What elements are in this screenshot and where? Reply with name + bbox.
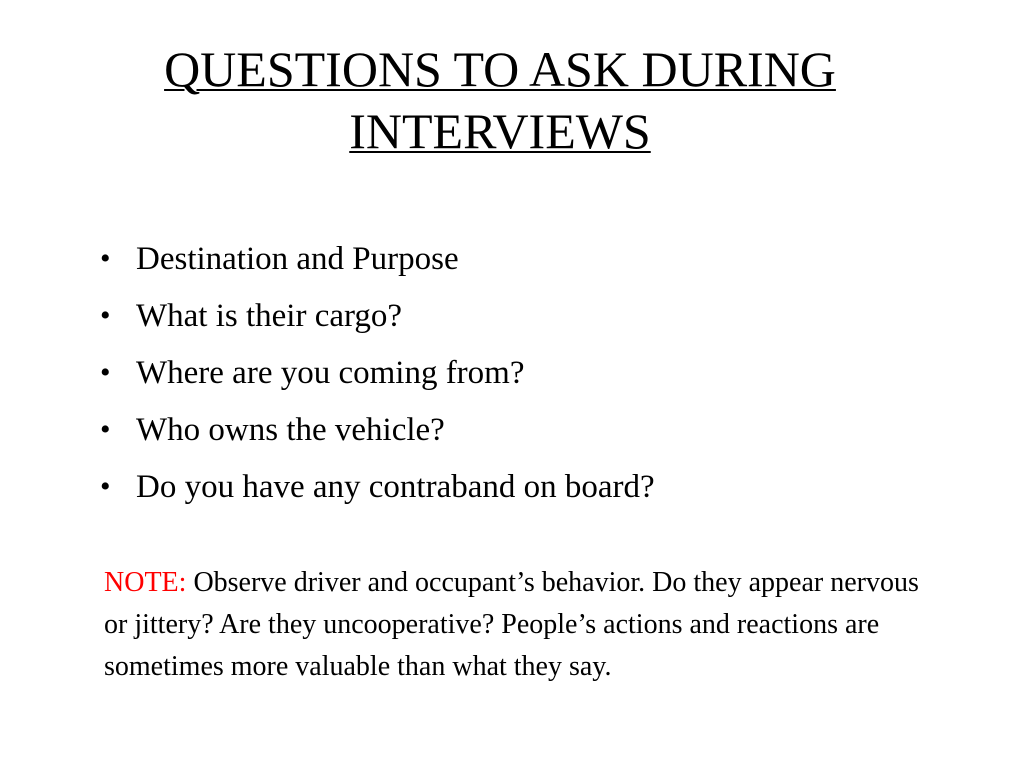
bullet-icon: •: [100, 470, 111, 503]
bullet-icon: •: [100, 299, 111, 332]
bullet-icon: •: [100, 356, 111, 389]
list-item: [96, 468, 956, 506]
list-item: [96, 354, 956, 392]
note-label: NOTE:: [104, 567, 187, 598]
list-item: [96, 297, 956, 335]
list-item-text: Destination and Purpose: [136, 241, 459, 277]
list-item-text: Where are you coming from?: [136, 355, 525, 391]
list-item-text: Who owns the vehicle?: [136, 412, 445, 448]
list-item: [96, 240, 956, 278]
list-item-text: What is their cargo?: [136, 298, 403, 334]
note-text: Observe driver and occupant’s behavior. Do they appear nervous or jittery? Are they uncooperative? People’s actions and reactions are sometimes more valuable than what they say.: [104, 567, 919, 682]
bullet-icon: •: [100, 413, 111, 446]
slide-title: [60, 38, 940, 162]
list-item: [96, 411, 956, 449]
note-paragraph: [104, 562, 944, 688]
title-line-2: INTERVIEWS: [349, 103, 651, 159]
bullet-icon: •: [100, 242, 111, 275]
question-list: [96, 240, 956, 525]
title-line-1: QUESTIONS TO ASK DURING: [164, 41, 836, 97]
list-item-text: Do you have any contraband on board?: [136, 469, 655, 505]
